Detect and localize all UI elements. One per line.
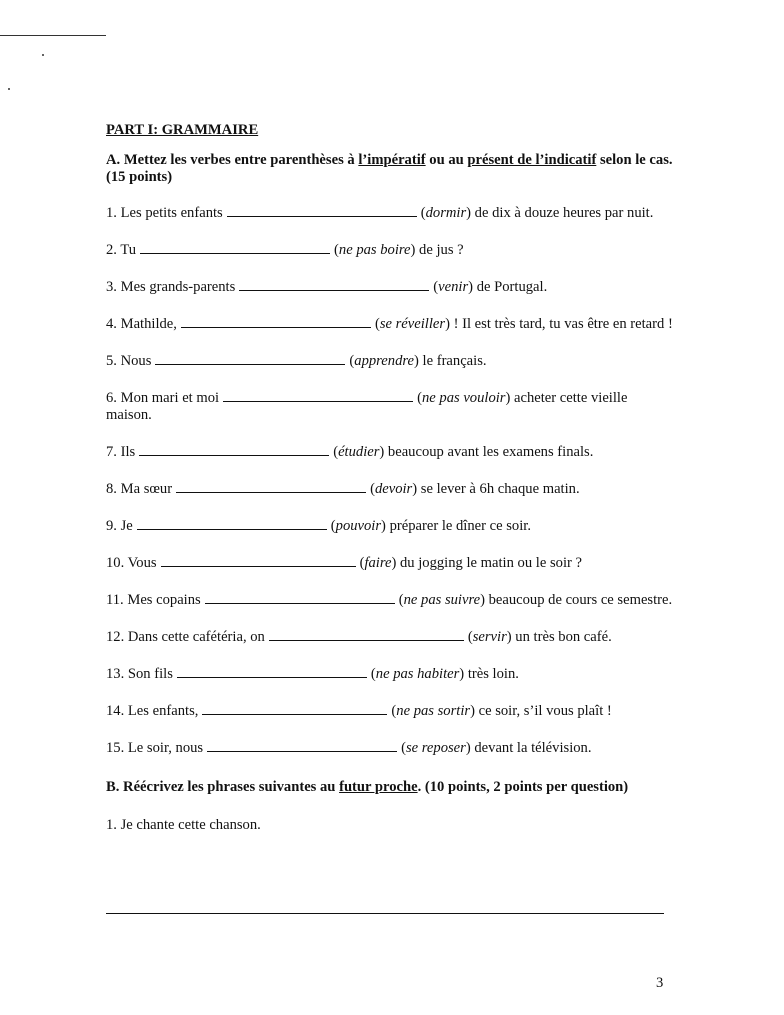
verb-hint: dormir — [425, 205, 467, 221]
answer-blank[interactable] — [161, 553, 356, 567]
question-text-after: préparer le dîner ce soir. — [385, 518, 531, 534]
question-item: 8. Ma sœur (devoir) se lever à 6h chaque matin. — [106, 481, 580, 497]
question-text-after: beaucoup de cours ce semestre. — [484, 592, 673, 608]
question-item: 11. Mes copains (ne pas suivre) beaucoup de cours ce semestre. — [106, 592, 673, 608]
question-text-after: beaucoup avant les examens finals. — [384, 444, 594, 460]
scan-artifact-line — [0, 35, 106, 36]
answer-blank[interactable] — [207, 738, 397, 752]
answer-line[interactable] — [106, 913, 664, 914]
question-text-after: se lever à 6h chaque matin. — [417, 481, 580, 497]
answer-blank[interactable] — [137, 516, 327, 530]
section-b-question: 1. Je chante cette chanson. — [106, 817, 261, 833]
verb-hint: se reposer — [405, 740, 466, 756]
question-text: 1. Les petits enfants — [106, 205, 223, 221]
verb-hint: ne pas boire — [338, 242, 411, 258]
section-a-instructions — [106, 152, 676, 186]
answer-blank[interactable] — [205, 590, 395, 604]
verb-hint: devoir — [374, 481, 413, 497]
question-text-after: ce soir, s’il vous plaît ! — [474, 703, 612, 719]
question-item: 15. Le soir, nous (se reposer) devant la télévision. — [106, 740, 592, 756]
question-text-after: de jus ? — [415, 242, 464, 258]
section-b-instructions — [106, 779, 676, 796]
question-item: 5. Nous (apprendre) le français. — [106, 353, 487, 369]
question-text: 10. Vous — [106, 555, 157, 571]
section-a-imperatif: l’impératif — [358, 152, 426, 168]
answer-blank[interactable] — [176, 479, 366, 493]
question-item: 3. Mes grands-parents (venir) de Portugal. — [106, 279, 548, 295]
verb-hint: ne pas sortir — [396, 703, 471, 719]
question-text-after: très loin. — [464, 666, 519, 682]
question-text-after: devant la télévision. — [470, 740, 592, 756]
question-text: 14. Les enfants, — [106, 703, 199, 719]
worksheet-page — [106, 122, 676, 852]
question-item: 1. Les petits enfants (dormir) de dix à douze heures par nuit. — [106, 205, 654, 221]
question-text-after: ! Il est très tard, tu vas être en retard ! — [449, 316, 673, 332]
scan-speck — [42, 54, 44, 56]
question-list — [106, 203, 676, 757]
question-text: 2. Tu — [106, 242, 137, 258]
answer-blank[interactable] — [181, 314, 371, 328]
question-item: 10. Vous (faire) du jogging le matin ou le soir ? — [106, 555, 582, 571]
question-text: 13. Son fils — [106, 666, 173, 682]
answer-blank[interactable] — [139, 442, 329, 456]
section-b-lead: B. Réécrivez les phrases suivantes au — [106, 779, 340, 795]
question-item: 4. Mathilde, (se réveiller) ! Il est très tard, tu vas être en retard ! — [106, 316, 673, 332]
verb-hint: faire — [364, 555, 392, 571]
answer-blank[interactable] — [227, 203, 417, 217]
question-item: 2. Tu (ne pas boire) de jus ? — [106, 242, 464, 258]
answer-blank[interactable] — [155, 351, 345, 365]
question-item: 14. Les enfants, (ne pas sortir) ce soir, s’il vous plaît ! — [106, 703, 612, 719]
section-b-tail: . (10 points, 2 points per question) — [417, 779, 629, 795]
scan-speck — [8, 88, 10, 90]
verb-hint: pouvoir — [335, 518, 382, 534]
verb-hint: servir — [472, 629, 507, 645]
answer-blank[interactable] — [202, 701, 387, 715]
question-item: 9. Je (pouvoir) préparer le dîner ce soir. — [106, 518, 531, 534]
question-item: 6. Mon mari et moi (ne pas vouloir) acheter cette vieille maison. — [106, 390, 628, 423]
verb-hint: ne pas habiter — [375, 666, 460, 682]
question-text: 4. Mathilde, — [106, 316, 177, 332]
question-item: 13. Son fils (ne pas habiter) très loin. — [106, 666, 519, 682]
question-text: 12. Dans cette cafétéria, on — [106, 629, 265, 645]
question-text: 7. Ils — [106, 444, 136, 460]
verb-hint: étudier — [338, 444, 380, 460]
verb-hint: ne pas vouloir — [421, 390, 506, 406]
section-a-middle: ou au — [425, 152, 468, 168]
answer-blank[interactable] — [223, 388, 413, 402]
answer-blank[interactable] — [177, 664, 367, 678]
question-text: 8. Ma sœur — [106, 481, 173, 497]
verb-hint: se réveiller — [379, 316, 446, 332]
answer-blank[interactable] — [269, 627, 464, 641]
verb-hint: ne pas suivre — [403, 592, 481, 608]
question-text: 11. Mes copains — [106, 592, 201, 608]
part-title: PART I: GRAMMAIRE — [106, 122, 259, 138]
answer-blank[interactable] — [239, 277, 429, 291]
question-text: 6. Mon mari et moi — [106, 390, 220, 406]
verb-hint: apprendre — [354, 353, 414, 369]
question-item: 12. Dans cette cafétéria, on (servir) un très bon café. — [106, 629, 612, 645]
question-text-after: du jogging le matin ou le soir ? — [396, 555, 582, 571]
question-text: 5. Nous — [106, 353, 152, 369]
question-text-after: le français. — [418, 353, 487, 369]
verb-hint: venir — [438, 279, 469, 295]
question-text: 9. Je — [106, 518, 133, 534]
page-number: 3 — [656, 975, 664, 991]
question-text-after: acheter cette vieille maison. — [106, 390, 628, 423]
question-text: 3. Mes grands-parents — [106, 279, 236, 295]
section-a-lead: A. Mettez les verbes entre parenthèses à — [106, 152, 359, 168]
question-text-after: de dix à douze heures par nuit. — [471, 205, 654, 221]
answer-blank[interactable] — [140, 240, 330, 254]
section-a-present: présent de l’indicatif — [467, 152, 597, 168]
question-text: 15. Le soir, nous — [106, 740, 204, 756]
section-a-tail: selon le cas. (15 points) — [106, 152, 673, 185]
question-item: 7. Ils (étudier) beaucoup avant les examens finals. — [106, 444, 594, 460]
question-text-after: un très bon café. — [511, 629, 612, 645]
section-b-futur: futur proche — [339, 779, 418, 795]
question-text-after: de Portugal. — [473, 279, 548, 295]
